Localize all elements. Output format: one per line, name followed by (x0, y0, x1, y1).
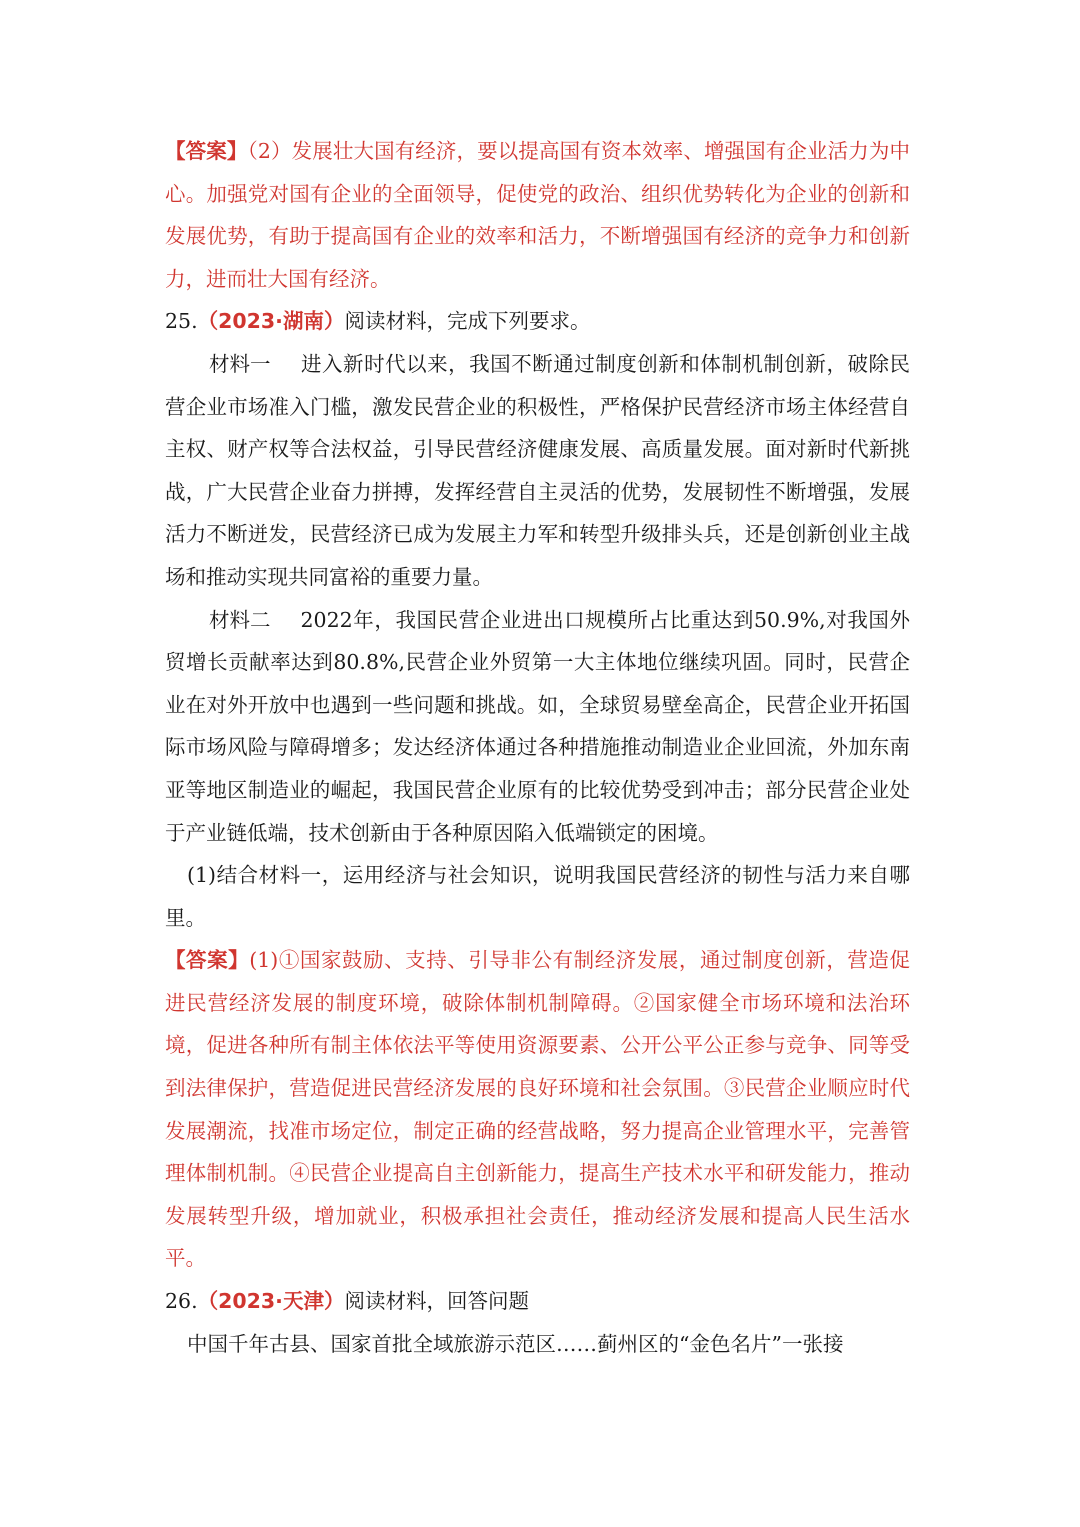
answer-24-2-text: （2）发展壮大国有经济，要以提高国有资本效率、增强国有企业活力为中心。加强党对国有企业的全面领导，促使党的政治、组织优势转化为企业的创新和发展优势，有助于提高国有企业的效率和活力，不断增强国有经济的竞争力和创新力，进而壮大国有经济。 (165, 139, 910, 291)
material-2-text: 2022年，我国民营企业进出口规模所占比重达到50.9%,对我国外贸增长贡献率达到80.8%,民营企业外贸第一大主体地位继续巩固。同时，民营企业在对外开放中也遇到一些问题和挑战。如，全球贸易壁垒高企，民营企业开拓国际市场风险与障碍增多；发达经济体通过各种措施推动制造业企业回流，外加东南亚等地区制造业的崛起，我国民营企业原有的比较优势受到冲击；部分民营企业处于产业链低端，技术创新由于各种原因陷入低端锁定的困境。 (165, 607, 910, 845)
answer-25-1-text: (1)①国家鼓励、支持、引导非公有制经济发展，通过制度创新，营造促进民营经济发展的制度环境，破除体制机制障碍。②国家健全市场环境和法治环境，促进各种所有制主体依法平等使用资源要素、公开公平公正参与竞争、同等受到法律保护，营造促进民营经济发展的良好环境和社会氛围。③民营企业顺应时代发展潮流，找准市场定位，制定正确的经营战略，努力提高企业管理水平，完善管理体制机制。④民营企业提高自主创新能力，提高生产技术水平和研发能力，推动发展转型升级，增加就业，积极承担社会责任，推动经济发展和提高人民生活水平。 (165, 948, 910, 1271)
material-26: 中国千年古县、国家首批全域旅游示范区……蓟州区的“金色名片”一张接 (187, 1331, 844, 1356)
question-25-number: 25. (165, 309, 198, 334)
document-page (165, 130, 910, 1365)
question-25-prompt: 阅读材料，完成下列要求。 (344, 309, 591, 334)
material-1 (165, 343, 910, 599)
question-26-heading (165, 1280, 910, 1323)
question-25-source: （2023·湖南） (197, 309, 345, 334)
question-26-prompt: 阅读材料，回答问题 (344, 1289, 529, 1314)
answer-25-1 (165, 939, 910, 1280)
material-1-label: 材料一 (209, 351, 271, 376)
material-2 (165, 599, 910, 855)
question-25-1: (1)结合材料一，运用经济与社会知识，说明我国民营经济的韧性与活力来自哪里。 (165, 863, 910, 930)
question-26-number: 26. (165, 1289, 198, 1314)
answer-tag: 【答案】 (165, 139, 248, 163)
answer-24-2 (165, 130, 910, 300)
question-25-heading (165, 300, 910, 343)
material-2-label: 材料二 (209, 607, 271, 632)
material-1-text: 进入新时代以来，我国不断通过制度创新和体制机制创新，破除民营企业市场准入门槛，激发民营企业的积极性，严格保护民营经济市场主体经营自主权、财产权等合法权益，引导民营经济健康发展、高质量发展。面对新时代新挑战，广大民营企业奋力拼搏，发挥经营自主灵活的优势，发展韧性不断增强，发展活力不断迸发，民营经济已成为发展主力军和转型升级排头兵，还是创新创业主战场和推动实现共同富裕的重要力量。 (165, 351, 910, 589)
question-26-source: （2023·天津） (197, 1289, 345, 1314)
answer-tag: 【答案】 (165, 948, 250, 973)
